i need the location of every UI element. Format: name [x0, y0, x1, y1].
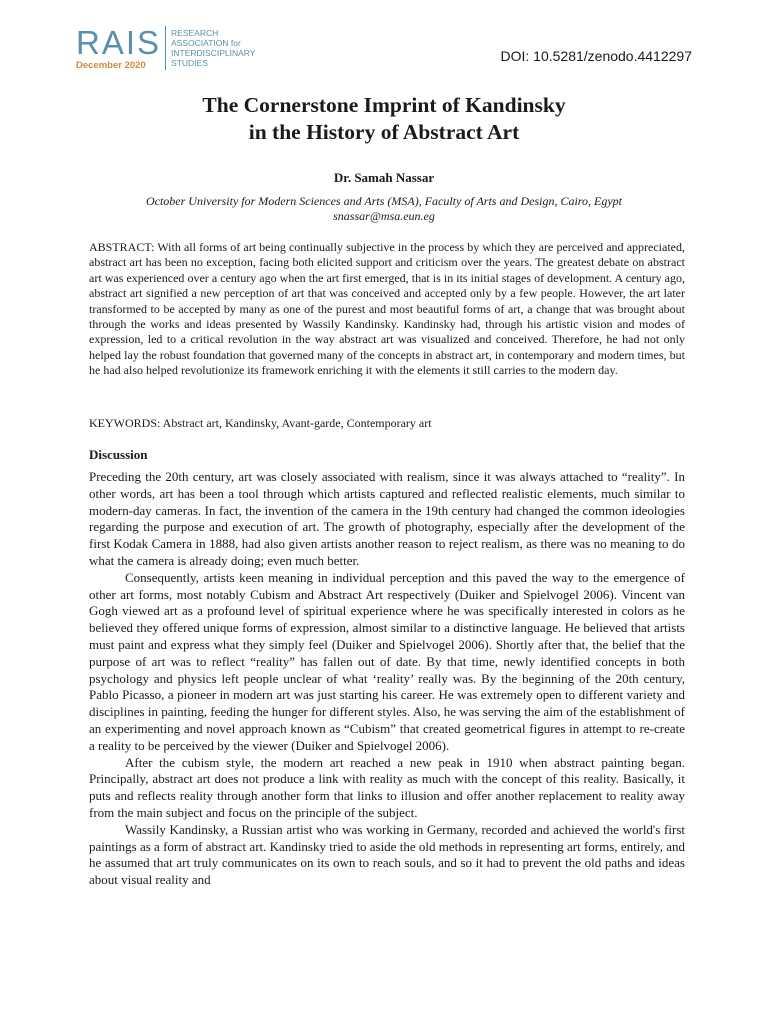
- page-header: [76, 26, 692, 72]
- discussion-body: [89, 469, 685, 889]
- paper-title: [76, 92, 692, 146]
- logo-line: INTERDISCIPLINARY: [171, 48, 256, 58]
- keywords: KEYWORDS: Abstract art, Kandinsky, Avant-garde, Contemporary art: [89, 416, 432, 430]
- logo-divider: [165, 26, 166, 70]
- body-paragraph: Preceding the 20th century, art was closely associated with realism, since it was always attached to “reality”. In other words, art has been a tool through which artists captured and reflected realistic elements, much similar to modern-day cameras. In fact, the invention of the camera in the 19th century had changed the common ideologies regarding the purpose and execution of art. The growth of photography, especially after the development of the first Kodak Camera in 1888, had also given artists another reason to reject realism, as there was no meaning to do what the camera is already doing; even much better.: [89, 469, 685, 568]
- title-line-2: in the History of Abstract Art: [248, 120, 520, 144]
- logo-line: STUDIES: [171, 58, 208, 68]
- body-paragraph: After the cubism style, the modern art reached a new peak in 1910 when abstract painting began. Principally, abstract art does not produce a link with reality as much with the concept of this reality. Basically, it puts and reflects reality through another form that links to illusion and offer another replacement to reality away from the main subject and focus on the principle of the subject.: [89, 754, 685, 820]
- rais-logo: [76, 26, 255, 71]
- author-email: snassar@msa.eun.eg: [333, 209, 435, 223]
- body-paragraph: Wassily Kandinsky, a Russian artist who was working in Germany, recorded and achieved the world's first paintings as a form of abstract art. Kandinsky tried to aside the old methods in representing art forms, entirely, and he assumed that art truly communicates on its own to reach souls, and so it had to prevent the old paths and ideas about visual reality and: [89, 821, 685, 888]
- logo-line: RESEARCH: [171, 28, 219, 38]
- logo-name: RAIS: [76, 24, 162, 61]
- logo-org-name: [171, 26, 255, 68]
- abstract: ABSTRACT: With all forms of art being continually subjective in the process by which they are perceived and appreciated, abstract art has been no exception, facing both elicited support and criticism over the years. The greatest debate on abstract art was experienced over a century ago when the art first emerged, that is in its initial stages of development. A century ago, abstract art signified a new perception of art that was conceived and accepted only by a few people. However, the art later transformed to be accepted by many as one of the purest and most beautiful forms of art, a change that was brought about through the works and ideas presented by Wassily Kandinsky. Kandinsky had, through his artistic vision and modes of expression, led to a critical revolution in the way abstract art was visualized and conceived. Therefore, he had not only helped lay the robust foundation that governed many of the concepts in abstract art, in contemporary and modern times, but he had also helped revolutionize its framework enriching it with the elements it still carries to the modern day.: [89, 240, 685, 378]
- affiliation-text: October University for Modern Sciences and Arts (MSA), Faculty of Arts and Design, Cairo, Egypt: [145, 194, 623, 208]
- section-heading-discussion: Discussion: [89, 447, 148, 462]
- author-affiliation: [76, 194, 692, 224]
- doi-label: DOI: 10.5281/zenodo.4412297: [500, 48, 692, 64]
- logo-date: December 2020: [76, 60, 146, 71]
- author-name: Dr. Samah Nassar: [333, 170, 435, 185]
- body-paragraph: Consequently, artists keen meaning in individual perception and this paved the way to the emergence of other art forms, most notably Cubism and Abstract Art respectively (Duiker and Spielvogel 2006). Vincent van Gogh viewed art as a profound level of spiritual experience where he was specifically interested in colors as he believed they offered unique forms of expression, almost similar to a distinctive language. He believed that artists must paint and express what they simply feel (Duiker and Spielvogel 2006). Shortly after that, the belief that the purpose of art was to reflect “reality” has fallen out of date. By that time, newly identified concepts in both psychology and physics left people unclear of what ‘reality’ really was. By the beginning of the 20th century, Pablo Picasso, a pioneer in modern art was just starting his career. He was extremely open to different variety and disciplines in painting, feeding the hunger for different styles. Also, he was serving the aim of the establishment of an experimenting and novel approach known as “Cubism” that created geometrical figures in attempt to re-create a reality to be perceived by the viewer (Duiker and Spielvogel 2006).: [89, 569, 685, 753]
- title-line-1: The Cornerstone Imprint of Kandinsky: [202, 93, 566, 117]
- logo-line: ASSOCIATION for: [171, 38, 241, 48]
- logo-mark: [76, 26, 161, 71]
